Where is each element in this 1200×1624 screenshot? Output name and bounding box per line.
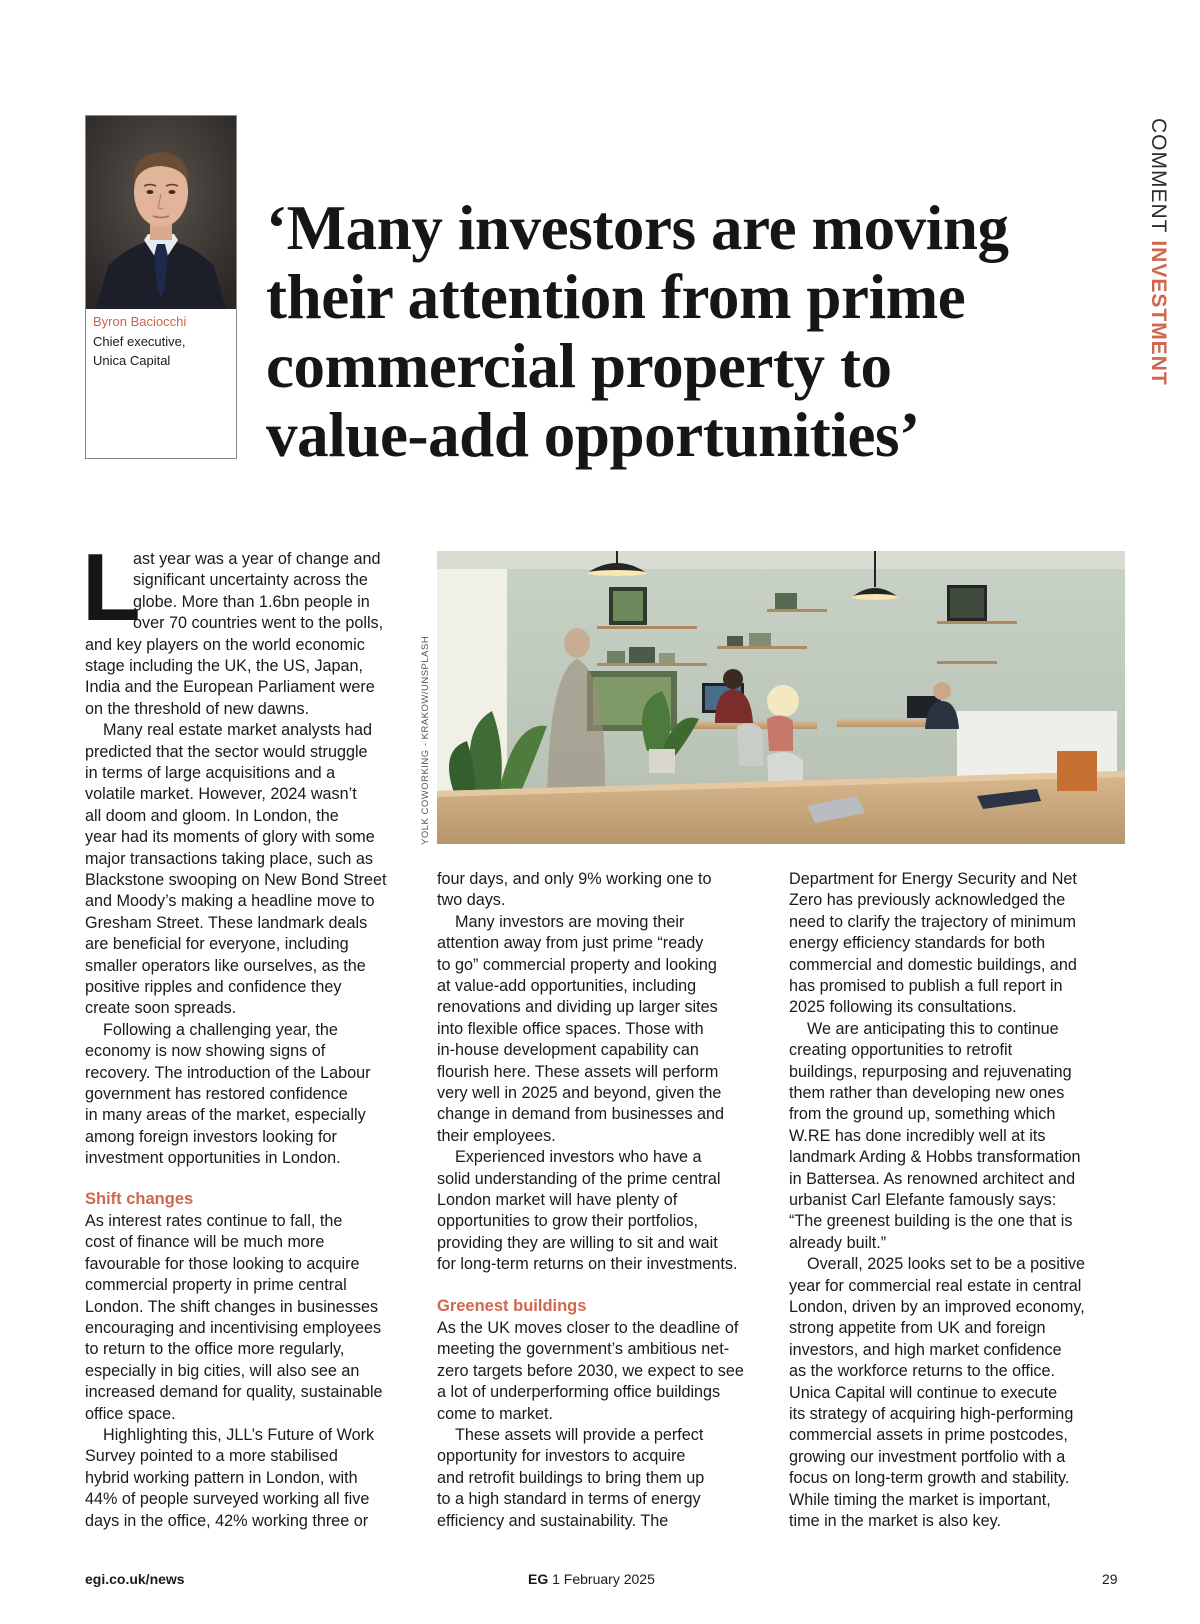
- text-line: significant uncertainty across the: [133, 571, 368, 590]
- col2-paragraph-4: [437, 1318, 744, 1425]
- subhead-shift-changes: Shift changes: [85, 1190, 194, 1208]
- text-line: meeting the government’s ambitious net-: [437, 1340, 730, 1359]
- text-line: Blackstone swooping on New Bond Street: [85, 871, 387, 890]
- text-line: in Battersea. As renowned architect and: [789, 1169, 1076, 1188]
- text-line: over 70 countries went to the polls,: [133, 614, 384, 633]
- text-line: and retrofit buildings to bring them up: [437, 1468, 705, 1487]
- text-line: India and the European Parliament were: [85, 678, 375, 697]
- text-line: London. The shift changes in businesses: [85, 1297, 379, 1316]
- section-tag: [1146, 118, 1170, 386]
- text-line: buildings, repurposing and rejuvenating: [789, 1062, 1072, 1081]
- text-line: office space.: [85, 1404, 176, 1423]
- text-line: a lot of underperforming office buildings: [437, 1383, 721, 1402]
- headline-line: ‘Many investors are moving: [266, 193, 1009, 263]
- text-line: London, driven by an improved economy,: [789, 1298, 1085, 1316]
- text-line: for long-term returns on their investments.: [437, 1255, 738, 1274]
- text-line: Survey pointed to a more stabilised: [85, 1447, 338, 1466]
- text-line: time in the market is also key.: [789, 1512, 1002, 1531]
- text-line: Zero has previously acknowledged the: [789, 891, 1066, 910]
- subhead-greenest-buildings: Greenest buildings: [437, 1297, 587, 1315]
- text-line: Highlighting this, JLL’s Future of Work: [103, 1426, 375, 1444]
- author-portrait: [86, 116, 236, 309]
- text-line: in-house development capability can: [437, 1041, 699, 1060]
- text-line: to a high standard in terms of energy: [437, 1490, 701, 1509]
- text-line: predicted that the sector would struggle: [85, 742, 368, 761]
- page-number: 29: [1102, 1571, 1118, 1587]
- author-name: Byron Baciocchi: [93, 314, 187, 329]
- headline-line: commercial property to: [266, 331, 892, 401]
- col3-paragraph-1: [789, 869, 1077, 1019]
- col2-paragraph-5: [437, 1425, 704, 1532]
- col1-paragraph-4: [85, 1211, 383, 1425]
- text-line: investors, and high market confidence: [789, 1340, 1062, 1359]
- text-line: We are anticipating this to continue: [807, 1019, 1059, 1038]
- col1-paragraph-3: [85, 1020, 371, 1170]
- text-line: government has restored confidence: [85, 1085, 348, 1104]
- text-line: two days.: [437, 891, 506, 910]
- col2-paragraph-1: [437, 869, 711, 912]
- drop-cap: L: [82, 534, 141, 641]
- headline-line: value-add opportunities’: [266, 400, 920, 470]
- text-line: to return to the office more regularly,: [85, 1340, 345, 1359]
- text-line: zero targets before 2030, we expect to see: [437, 1361, 744, 1380]
- text-line: efficiency and sustainability. The: [437, 1511, 669, 1530]
- footer-date: 1 February 2025: [552, 1571, 655, 1587]
- text-line: on the threshold of new dawns.: [85, 699, 310, 718]
- text-line: 44% of people surveyed working all five: [85, 1490, 370, 1509]
- text-line: at value-add opportunities, including: [437, 977, 697, 996]
- text-line: need to clarify the trajectory of minimum: [789, 912, 1076, 931]
- text-line: days in the office, 42% working three or: [85, 1511, 369, 1530]
- text-line: smaller operators like ourselves, as the: [85, 956, 366, 975]
- text-line: all doom and gloom. In London, the: [85, 806, 339, 825]
- text-line: Experienced investors who have a: [455, 1148, 702, 1167]
- text-line: Following a challenging year, the: [103, 1020, 338, 1039]
- text-line: solid understanding of the prime central: [437, 1169, 721, 1188]
- text-line: from the ground up, something which: [789, 1105, 1056, 1124]
- text-line: year had its moments of glory with some: [85, 828, 375, 847]
- text-line: While timing the market is important,: [789, 1490, 1051, 1509]
- text-line: in many areas of the market, especially: [85, 1106, 366, 1125]
- text-line: creating opportunities to retrofit: [789, 1041, 1013, 1060]
- text-line: four days, and only 9% working one to: [437, 870, 712, 888]
- text-line: Unica Capital will continue to execute: [789, 1383, 1058, 1402]
- text-line: London market will have plenty of: [437, 1191, 678, 1209]
- text-line: strong appetite from UK and foreign: [789, 1319, 1046, 1338]
- text-line: renovations and dividing up larger sites: [437, 998, 718, 1017]
- text-line: landmark Arding & Hobbs transformation: [789, 1148, 1081, 1167]
- text-line: major transactions taking place, such as: [85, 849, 373, 868]
- footer-publication: EG: [528, 1571, 549, 1587]
- text-line: are beneficial for everyone, including: [85, 935, 349, 954]
- text-line: create soon spreads.: [85, 999, 237, 1018]
- text-line: growing our investment portfolio with a: [789, 1447, 1066, 1466]
- text-line: into flexible office spaces. Those with: [437, 1019, 704, 1038]
- text-line: especially in big cities, will also see an: [85, 1361, 360, 1380]
- photo-credit: YOLK COWORKING - KRAKOW/UNSPLASH: [420, 635, 431, 845]
- text-line: As interest rates continue to fall, the: [85, 1212, 343, 1230]
- text-line: increased demand for quality, sustainable: [85, 1383, 383, 1402]
- text-line: recovery. The introduction of the Labour: [85, 1063, 371, 1082]
- text-line: opportunities to grow their portfolios,: [437, 1212, 698, 1231]
- section-label: COMMENT: [1147, 118, 1170, 234]
- office-photo: [437, 551, 1125, 844]
- text-line: has promised to publish a full report in: [789, 977, 1063, 996]
- text-line: Overall, 2025 looks set to be a positive: [807, 1255, 1086, 1274]
- text-line: urbanist Carl Elefante famously says:: [789, 1191, 1057, 1210]
- text-line: focus on long-term growth and stability.: [789, 1469, 1070, 1488]
- col1-intro-indented: [133, 549, 383, 635]
- headline-line: their attention from prime: [266, 262, 966, 332]
- text-line: and Moody’s making a headline move to: [85, 892, 375, 911]
- text-line: investment opportunities in London.: [85, 1149, 341, 1168]
- text-line: its strategy of acquiring high-performing: [789, 1405, 1074, 1424]
- text-line: in terms of large acquisitions and a: [85, 764, 336, 782]
- text-line: cost of finance will be much more: [85, 1233, 325, 1252]
- text-line: ast year was a year of change and: [133, 550, 381, 568]
- text-line: commercial and domestic buildings, and: [789, 955, 1077, 974]
- text-line: W.RE has done incredibly well at its: [789, 1126, 1046, 1145]
- footer-issue: [528, 1571, 655, 1587]
- section-accent: INVESTMENT: [1147, 240, 1170, 386]
- col2-paragraph-2: [437, 912, 724, 1147]
- text-line: among foreign investors looking for: [85, 1127, 337, 1146]
- portrait-illustration: [86, 116, 236, 309]
- text-line: come to market.: [437, 1404, 554, 1423]
- col3-paragraph-2: [789, 1019, 1081, 1254]
- text-line: change in demand from businesses and: [437, 1105, 725, 1124]
- text-line: Many real estate market analysts had: [103, 721, 373, 740]
- coworking-office-illustration: [437, 551, 1125, 844]
- author-box: [85, 115, 237, 459]
- text-line: Gresham Street. These landmark deals: [85, 913, 368, 932]
- text-line: economy is now showing signs of: [85, 1042, 326, 1061]
- text-line: very well in 2025 and beyond, given the: [437, 1084, 722, 1103]
- author-role-line2: Unica Capital: [93, 353, 171, 368]
- text-line: stage including the UK, the US, Japan,: [85, 657, 364, 675]
- col1-paragraph-2: [85, 720, 386, 1020]
- text-line: flourish here. These assets will perform: [437, 1062, 719, 1081]
- text-line: opportunity for investors to acquire: [437, 1447, 686, 1466]
- footer-website: egi.co.uk/news: [85, 1571, 185, 1587]
- text-line: them rather than developing new ones: [789, 1084, 1065, 1103]
- text-line: and key players on the world economic: [85, 635, 365, 654]
- text-line: as the workforce returns to the office.: [789, 1362, 1056, 1381]
- col1-intro: [85, 635, 375, 721]
- text-line: positive ripples and confidence they: [85, 978, 342, 997]
- author-role: [93, 332, 186, 370]
- text-line: commercial property in prime central: [85, 1276, 347, 1295]
- col1-paragraph-5: [85, 1425, 374, 1532]
- text-line: already built.”: [789, 1233, 887, 1252]
- text-line: hybrid working pattern in London, with: [85, 1468, 358, 1487]
- text-line: energy efficiency standards for both: [789, 934, 1046, 953]
- headline: [266, 194, 1126, 470]
- text-line: their employees.: [437, 1126, 556, 1145]
- text-line: encouraging and incentivising employees: [85, 1319, 382, 1338]
- text-line: volatile market. However, 2024 wasn’t: [85, 785, 357, 804]
- text-line: year for commercial real estate in central: [789, 1276, 1082, 1295]
- text-line: These assets will provide a perfect: [455, 1426, 704, 1444]
- author-role-line1: Chief executive,: [93, 334, 186, 349]
- text-line: “The greenest building is the one that is: [789, 1212, 1073, 1231]
- text-line: As the UK moves closer to the deadline of: [437, 1319, 739, 1337]
- text-line: providing they are willing to sit and wait: [437, 1233, 718, 1252]
- text-line: to go” commercial property and looking: [437, 955, 717, 974]
- col3-paragraph-3: [789, 1254, 1085, 1532]
- text-line: attention away from just prime “ready: [437, 934, 704, 953]
- text-line: favourable for those looking to acquire: [85, 1254, 360, 1273]
- text-line: Many investors are moving their: [455, 912, 685, 931]
- col2-paragraph-3: [437, 1147, 738, 1275]
- text-line: Department for Energy Security and Net: [789, 870, 1077, 888]
- text-line: globe. More than 1.6bn people in: [133, 592, 370, 611]
- text-line: 2025 following its consultations.: [789, 998, 1017, 1017]
- text-line: commercial assets in prime postcodes,: [789, 1426, 1068, 1445]
